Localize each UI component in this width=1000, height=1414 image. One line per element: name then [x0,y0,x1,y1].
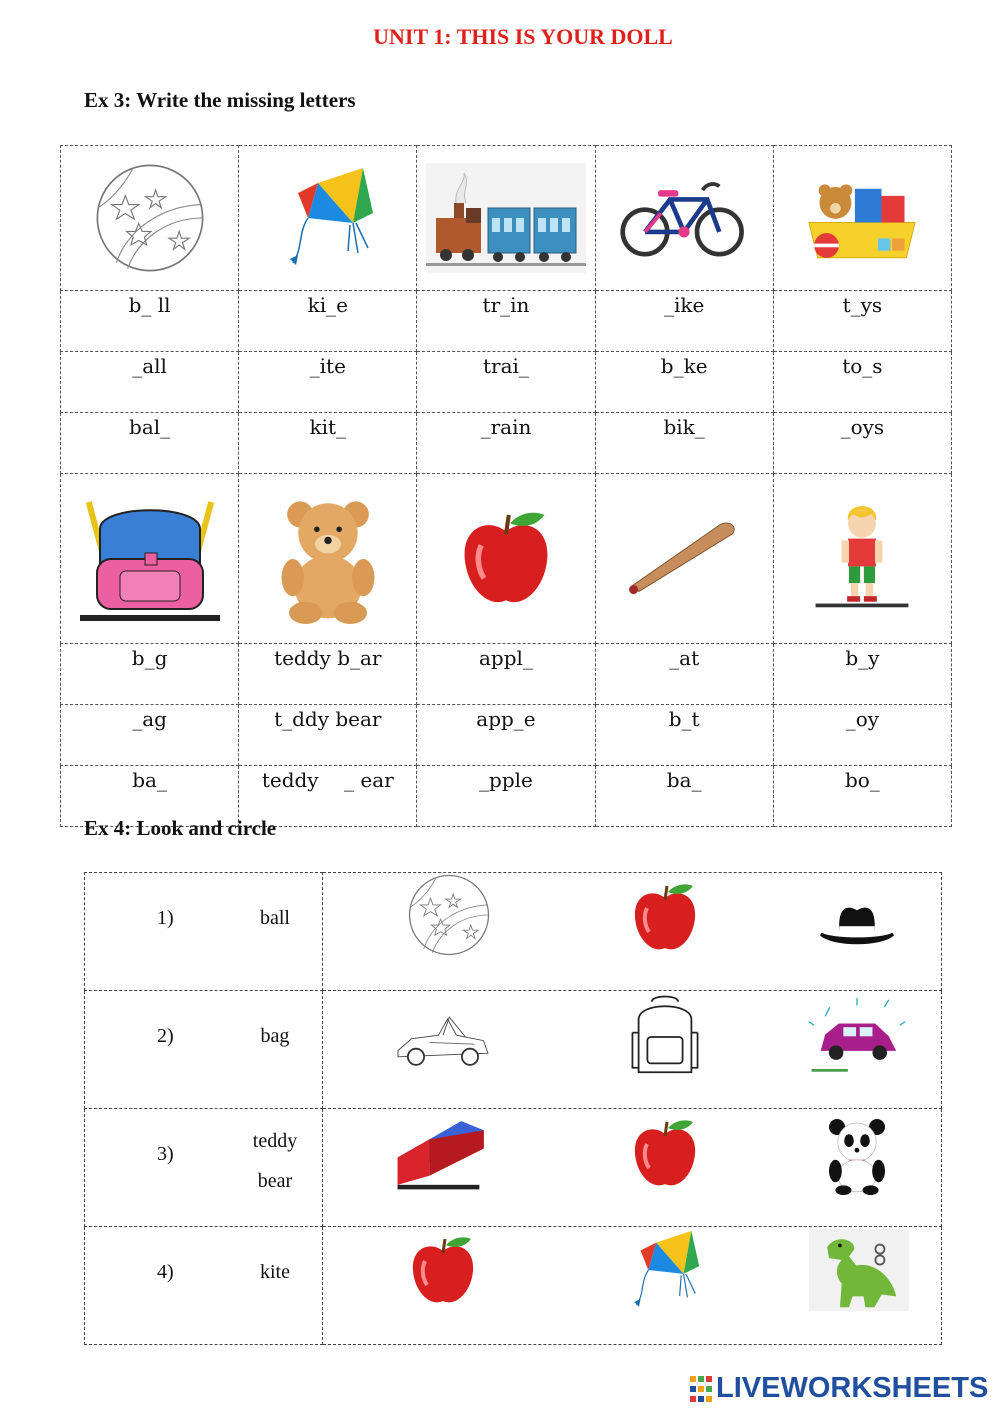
choice-ball[interactable] [383,873,503,990]
item-number: 3) [157,1143,174,1165]
word-option: _ite [239,352,417,413]
target-word-line-1: teddy [252,1130,298,1152]
bag-icon [75,489,225,629]
word-option: appl_ [417,644,595,705]
exercise-4-table [84,872,942,1345]
choice-hat[interactable] [797,873,917,990]
circle-row [85,1227,942,1345]
picture-row-2 [61,474,952,644]
teddy-bear-icon [263,489,393,629]
choice-panda[interactable] [797,1109,917,1226]
exercise-3-heading: Ex 3: Write the missing letters [84,88,356,112]
target-word: ball [260,907,290,929]
ball-icon [94,162,206,274]
item-number: 1) [157,907,174,929]
circle-row [85,1109,942,1227]
apple-picture [417,474,595,644]
word-option: bo_ [773,766,951,827]
worksheet-title: UNIT 1: THIS IS YOUR DOLL [373,24,673,49]
ball-picture [61,146,239,291]
word-option: ba_ [595,766,773,827]
liveworksheets-brand: LIVEWORKSHEETS [716,1372,989,1404]
target-word-line-2: bear [257,1170,293,1192]
prompt-cell [85,991,323,1109]
word-option: bal_ [61,413,239,474]
word-option: bik_ [595,413,773,474]
panda-icon [821,1113,893,1197]
choice-sports-car[interactable] [383,991,503,1108]
train-picture [417,146,595,291]
teddy-bear-picture [239,474,417,644]
word-option: b_ke [595,352,773,413]
word-option: _pple [417,766,595,827]
prompt-cell [85,873,323,991]
word-option: tr_in [417,291,595,352]
word-option: app_e [417,705,595,766]
target-word [235,1121,315,1201]
bat-icon [619,514,749,604]
word-option: _oys [773,413,951,474]
choice-dinosaur[interactable] [797,1227,917,1344]
boy-icon [802,494,922,624]
boy-picture [773,474,951,644]
word-option: t_ys [773,291,951,352]
item-number: 2) [157,1025,174,1047]
word-option: _rain [417,413,595,474]
word-row [61,644,952,705]
choices-cell [323,1227,942,1345]
kite-icon [619,1227,709,1313]
dinosaur-icon [809,1229,909,1311]
target-word: bag [260,1025,290,1047]
word-option: ba_ [61,766,239,827]
word-option: b_t [595,705,773,766]
word-row [61,413,952,474]
apple-icon [625,878,705,958]
bag-picture [61,474,239,644]
word-option: b_y [773,644,951,705]
sports-car-icon [393,1001,493,1073]
prompt-cell [85,1227,323,1345]
word-option: b_ ll [61,291,239,352]
bike-picture [595,146,773,291]
exercise-3-table [60,145,952,827]
word-option: _all [61,352,239,413]
circle-row [85,873,942,991]
hat-icon [817,897,897,957]
word-option: ki_e [239,291,417,352]
apple-icon [625,1114,705,1194]
train-icon [426,160,586,276]
word-option: kit_ [239,413,417,474]
word-option: teddy b_ar [239,644,417,705]
choice-bag[interactable] [605,991,725,1108]
choices-cell [323,1109,942,1227]
choice-apple[interactable] [605,873,725,990]
apple-icon [451,499,561,619]
apple-icon [403,1231,483,1311]
toys-icon [800,168,924,268]
item-number: 4) [157,1261,174,1283]
word-option: _at [595,644,773,705]
word-option: _oy [773,705,951,766]
prompt-cell [85,1109,323,1227]
word-row [61,352,952,413]
word-option: to_s [773,352,951,413]
choice-kite[interactable] [605,1227,725,1344]
choices-cell [323,991,942,1109]
choice-eraser[interactable] [383,1109,503,1226]
choice-apple[interactable] [383,1227,503,1344]
toys-picture [773,146,951,291]
circle-row [85,991,942,1109]
eraser-icon [393,1111,493,1195]
word-option: trai_ [417,352,595,413]
liveworksheets-logo [690,1372,988,1405]
choice-car[interactable] [797,991,917,1108]
bat-picture [595,474,773,644]
bag-icon [625,993,705,1081]
word-option: b_g [61,644,239,705]
word-row [61,705,952,766]
choice-apple[interactable] [605,1109,725,1226]
car-icon [807,997,907,1081]
exercise-4-heading: Ex 4: Look and circle [84,816,277,840]
word-option: _ike [595,291,773,352]
choices-cell [323,873,942,991]
bike-icon [619,168,749,268]
word-option: _ag [61,705,239,766]
liveworksheets-logo-icon [690,1376,712,1402]
word-option: teddy _ ear [239,766,417,827]
ball-icon [399,873,499,957]
word-row [61,291,952,352]
target-word: kite [260,1261,290,1283]
kite-picture [239,146,417,291]
kite-icon [278,163,378,273]
picture-row-1 [61,146,952,291]
word-option: t_ddy bear [239,705,417,766]
